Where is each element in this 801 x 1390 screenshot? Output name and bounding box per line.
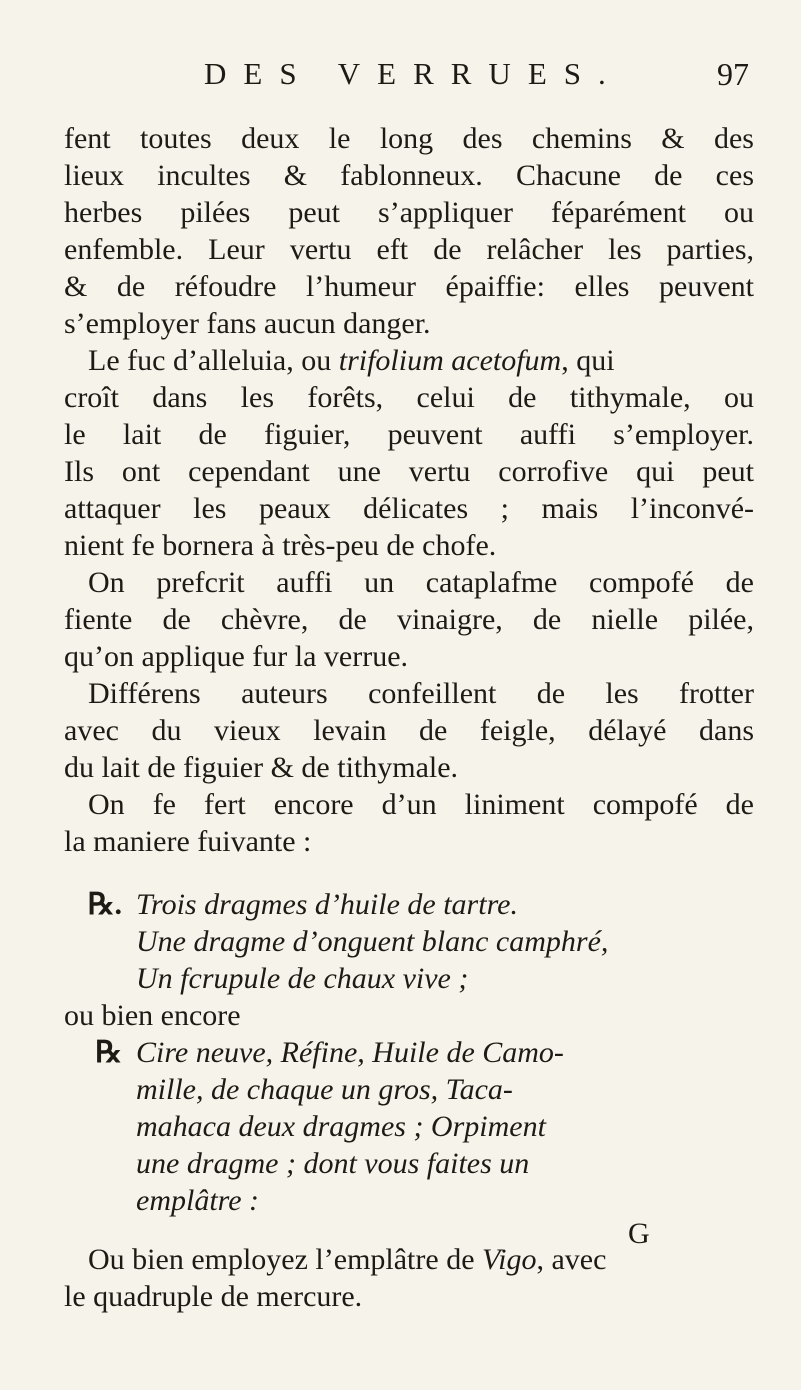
recipe-ingredient: mille, de chaque un gros, Taca- [136, 1073, 513, 1106]
recipe-ingredient: mahaca deux dragmes ; Orpiment [136, 1110, 546, 1143]
text-run: Le fuc d’alleluia, ou [88, 344, 339, 377]
recipe-ingredient: Trois dragmes d’huile de tartre. [136, 888, 518, 921]
running-title: DES VERRUES. [204, 56, 623, 91]
text-line: fiente de chèvre, de vinaigre, de nielle pilée, [64, 603, 754, 636]
recipe-line [64, 1108, 754, 1145]
proper-name: Vigo [482, 1243, 537, 1276]
text-line: herbes pilées peut s’appliquer féparément ou [64, 196, 754, 229]
text-run: Ou bien employez l’emplâtre de [88, 1243, 483, 1276]
recipe-line [64, 886, 754, 923]
text-line: la maniere fuivante : [64, 825, 312, 858]
text-line: attaquer les peaux délicates ; mais l’inconvé- [64, 492, 754, 525]
paragraph [64, 342, 754, 564]
paragraph [64, 1241, 754, 1315]
text-line: Différens auteurs confeillent de les frotter [88, 677, 754, 710]
text-line: s’employer fans aucun danger. [64, 307, 431, 340]
text-line: & de réfoudre l’humeur épaiffie: elles peuvent [64, 270, 754, 303]
recipe-ingredient: Cire neuve, Réfine, Huile de Camo- [136, 1036, 564, 1069]
text-line: On prefcrit auffi un cataplafme compofé de [88, 566, 754, 599]
text-line: enfemble. Leur vertu eft de relâcher les parties, [64, 233, 754, 266]
recipe-ingredient: emplâtre : [136, 1184, 260, 1217]
text-line [64, 342, 754, 379]
text-line: lieux incultes & fablonneux. Chacune de ces [64, 159, 754, 192]
recipe-symbol: ℞ [95, 1036, 122, 1069]
text-line: avec du vieux levain de feigle, délayé dans [64, 714, 754, 747]
paragraph [64, 675, 754, 786]
paragraph [64, 120, 754, 342]
text-run: , qui [561, 344, 615, 377]
text-line: qu’on applique fur la verrue. [64, 640, 409, 673]
text-line: fent toutes deux le long des chemins & des [64, 122, 754, 155]
recipe-ingredient: Un fcrupule de chaux vive ; [136, 962, 469, 995]
page-number: 97 [717, 56, 749, 92]
running-head [204, 56, 749, 106]
recipe-line [64, 1034, 754, 1071]
recipe-line [64, 1071, 754, 1108]
body-text [64, 120, 754, 1315]
recipe-line [64, 960, 754, 997]
text-line: nient fe bornera à très-peu de chofe. [64, 529, 497, 562]
recipe-symbol: ℞. [87, 888, 122, 921]
recipe-line [64, 923, 754, 960]
text-line: On fe fert encore d’un liniment compofé de [88, 788, 754, 821]
recipe-line [64, 1182, 754, 1219]
recipe-ingredient: une dragme ; dont vous faites un [136, 1147, 530, 1180]
text-line [64, 1241, 754, 1278]
text-line: le quadruple de mercure. [64, 1280, 363, 1313]
paragraph [64, 564, 754, 675]
text-line: croît dans les forêts, celui de tithymale, ou [64, 381, 754, 414]
recipe-block [64, 1034, 754, 1219]
text-line: du lait de figuier & de tithymale. [64, 751, 459, 784]
recipe-block [64, 886, 754, 997]
paragraph [64, 786, 754, 860]
signature-mark: G [628, 1217, 650, 1250]
recipe-line [64, 1145, 754, 1182]
text-run: , avec [536, 1243, 607, 1276]
text-line: Ils ont cependant une vertu corrofive qui peut [64, 455, 754, 488]
recipe-ingredient: Une dragme d’onguent blanc camphré, [136, 925, 609, 958]
text-line: le lait de figuier, peuvent auffi s’employer. [64, 418, 754, 451]
recipe-connector: ou bien encore [64, 999, 241, 1032]
latin-name: trifolium acetofum [338, 344, 562, 377]
